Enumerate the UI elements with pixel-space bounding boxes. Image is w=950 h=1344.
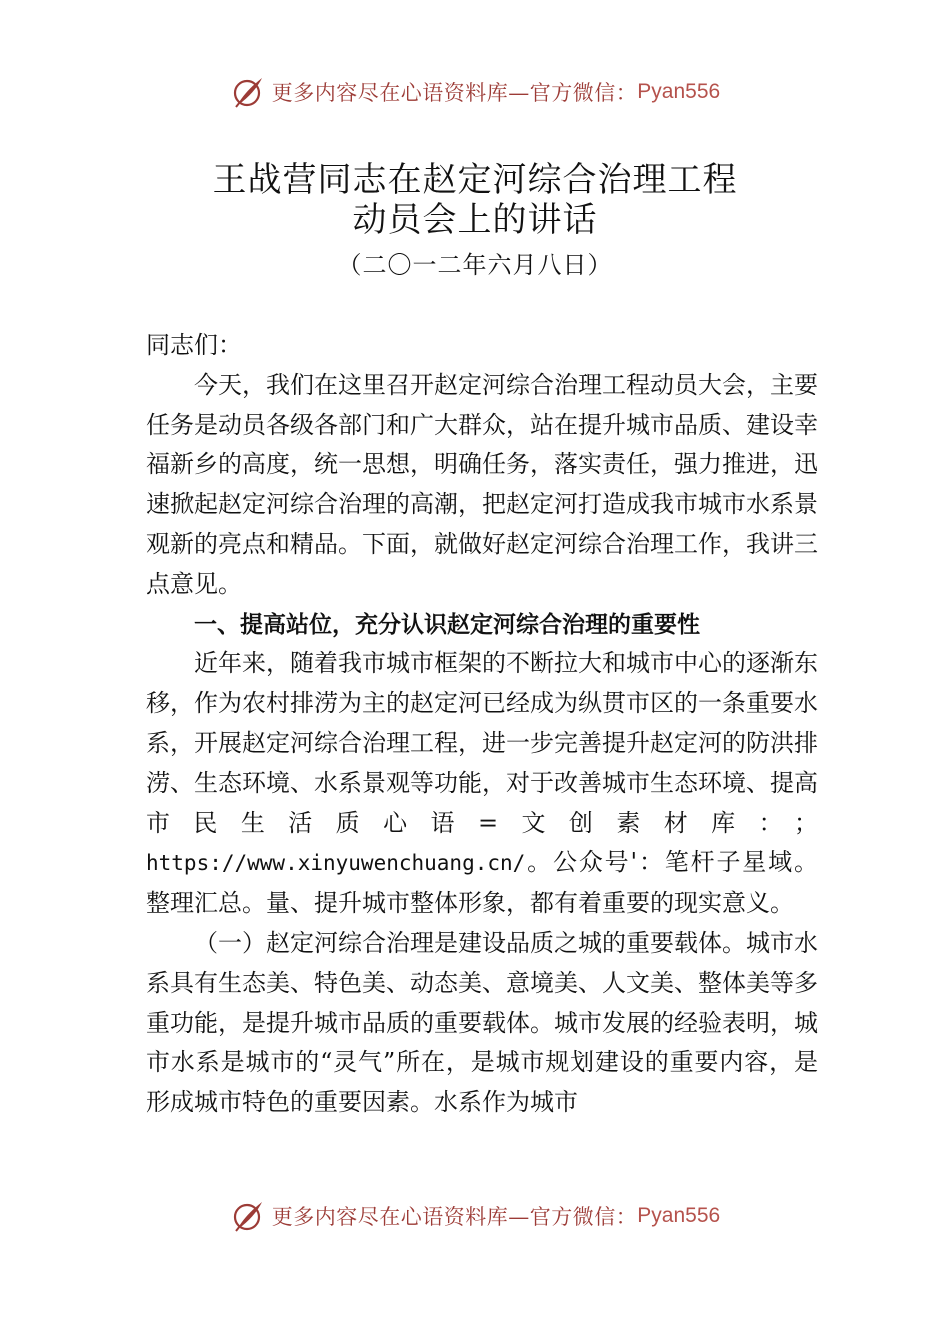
banner-wechat-id: Pyan556 — [637, 1204, 721, 1227]
banner-text: 更多内容尽在心语资料库—官方微信： — [271, 1205, 638, 1229]
header-banner — [0, 72, 950, 112]
section-heading-1: 一、提高站位，充分认识赵定河综合治理的重要性 — [194, 610, 700, 637]
salutation: 同志们： — [146, 331, 242, 359]
paragraph-intro: 今天，我们在这里召开赵定河综合治理工程动员大会，主要任务是动员各级各部门和广大群众，站在提升城市品质、建设幸福新乡的高度，统一思想，明确任务，落实责任，强力推进，迅速掀起赵定河综合治理的高潮，把赵定河打造成我市城市水系景观新的亮点和精品。下面，就做好赵定河综合治理工作，我讲三点意见。 — [146, 370, 818, 598]
paragraph-background-text: 近年来，随着我市城市框架的不断拉大和城市中心的逐渐东移，作为农村排涝为主的赵定河已经成为纵贯市区的一条重要水系，开展赵定河综合治理工程，进一步完善提升赵定河的防洪排涝、生态环境、水系景观等功能，对于改善城市生态环境、提高市民生活质心语=文创素材库：； — [146, 649, 818, 837]
document-title-line2: 动员会上的讲话 — [352, 200, 598, 240]
banner-text: 更多内容尽在心语资料库—官方微信： — [271, 81, 638, 105]
source-url: https://www.xinyuwenchuang.cn/ — [146, 851, 526, 876]
paragraph-subsection-1: （一）赵定河综合治理是建设品质之城的重要载体。城市水系具有生态美、特色美、动态美、意境美、人文美、整体美等多重功能，是提升城市品质的重要载体。城市发展的经验表明，城市水系是城市的“灵气”所在，是城市规划建设的重要内容，是形成城市特色的重要因素。水系作为城市 — [146, 928, 818, 1117]
document-title-line1: 王战营同志在赵定河综合治理工程 — [212, 160, 738, 200]
banner-wechat-id: Pyan556 — [637, 80, 721, 103]
quill-pen-icon — [230, 74, 266, 110]
paragraph-background — [146, 644, 818, 924]
footer-banner — [0, 1196, 950, 1236]
document-body — [146, 326, 818, 1123]
document-date: （二〇一二年六月八日） — [337, 251, 613, 279]
paragraph-background-tail: 。公众号'：笔杆子星域。整理汇总。量、提升城市整体形象，都有着重要的现实意义。 — [146, 848, 818, 918]
quill-pen-icon — [230, 1198, 266, 1234]
